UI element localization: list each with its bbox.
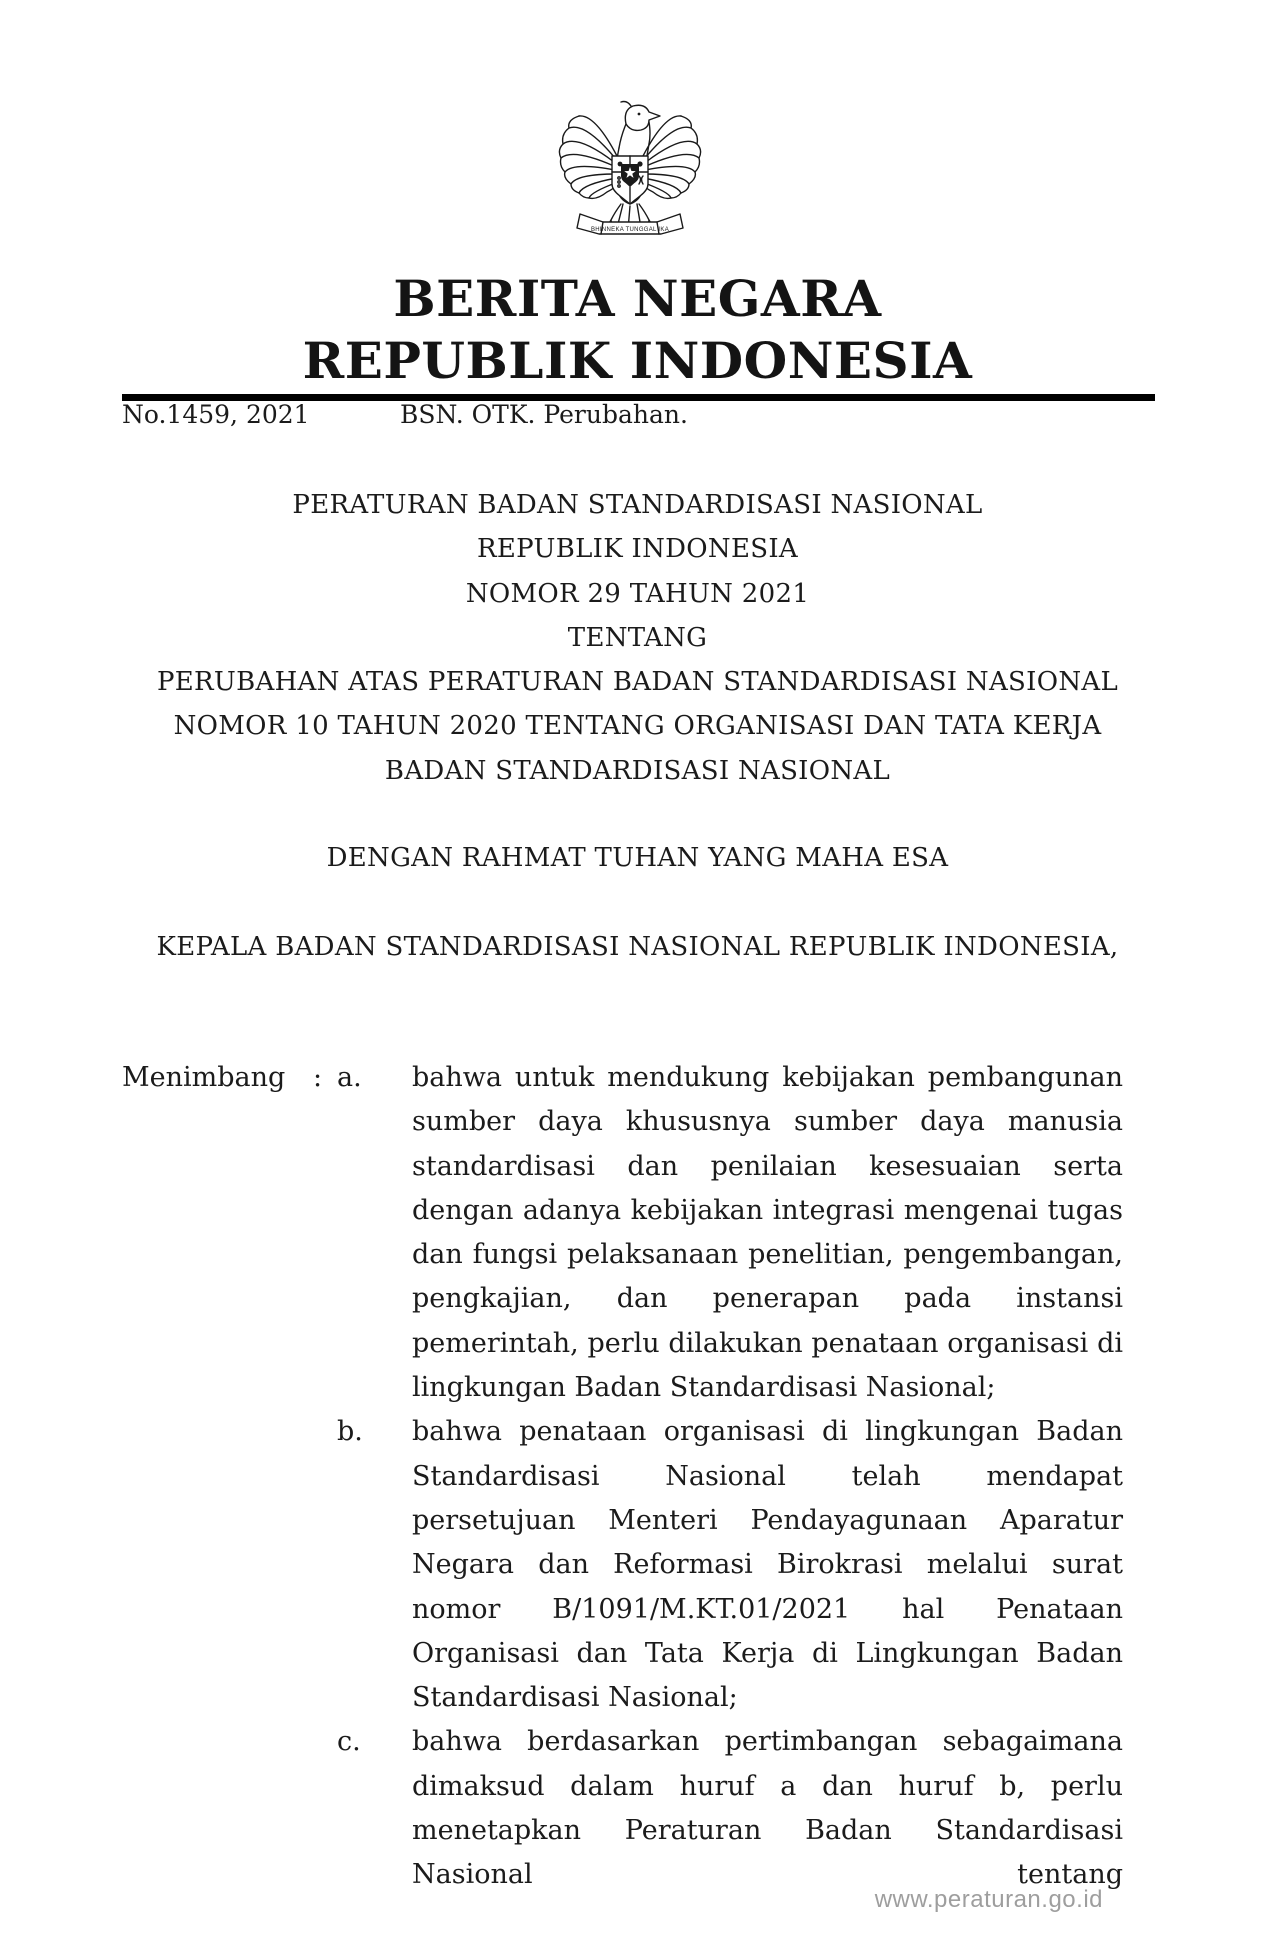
considerations-label: Menimbang bbox=[122, 1062, 286, 1093]
issue-meta-line bbox=[122, 400, 1155, 430]
masthead bbox=[0, 268, 1275, 392]
regulation-title-line: PERUBAHAN ATAS PERATURAN BADAN STANDARDISASI NASIONAL bbox=[156, 667, 1119, 698]
regulation-title-line: REPUBLIK INDONESIA bbox=[476, 534, 798, 565]
regulation-title-line: NOMOR 29 TAHUN 2021 bbox=[465, 578, 810, 609]
consideration-text-c: bahwa berdasarkan pertimbangan sebagaimana dimaksud dalam huruf a dan huruf b, perlu menetapkan Peraturan Badan Standardisasi Nasional tentang bbox=[412, 1726, 1123, 1891]
consideration-text-b: bahwa penataan organisasi di lingkungan Badan Standardisasi Nasional telah mendapat persetujuan Menteri Pendayagunaan Aparatur Negara dan Reformasi Birokrasi melalui surat nomor B/1091/M.KT.01/2021 hal Penataan Organisasi dan Tata Kerja di Lingkungan Badan Standardisasi Nasional; bbox=[412, 1416, 1123, 1714]
masthead-title-line2: REPUBLIK INDONESIA bbox=[302, 331, 973, 390]
official-line: KEPALA BADAN STANDARDISASI NASIONAL REPUBLIK INDONESIA, bbox=[156, 932, 1119, 962]
consideration-text-a: bahwa untuk mendukung kebijakan pembangunan sumber daya khususnya sumber daya manusia standardisasi dan penilaian kesesuaian serta dengan adanya kebijakan integrasi mengenai tugas dan fungsi pelaksanaan penelitian, pengembangan, pengkajian, dan penerapan pada instansi pemerintah, perlu dilakukan penataan organisasi di lingkungan Badan Standardisasi Nasional; bbox=[412, 1062, 1123, 1404]
regulation-title-block bbox=[0, 483, 1275, 793]
emblem-motto-text: BHINNEKA TUNGGAL IKA bbox=[590, 227, 670, 233]
regulation-title-line: NOMOR 10 TAHUN 2020 TENTANG ORGANISASI DAN TATA KERJA bbox=[173, 711, 1102, 742]
consideration-letter-a: a. bbox=[337, 1062, 362, 1093]
regulation-title-line: BADAN STANDARDISASI NASIONAL bbox=[384, 755, 891, 786]
considerations-colon: : bbox=[313, 1062, 323, 1093]
considerations-section bbox=[122, 1056, 1123, 1898]
consideration-letter-b: b. bbox=[337, 1416, 363, 1448]
wing-right bbox=[642, 116, 701, 198]
subject-classification: BSN. OTK. Perubahan. bbox=[400, 400, 688, 429]
consideration-letter-c: c. bbox=[337, 1726, 361, 1758]
wing-left bbox=[559, 116, 618, 198]
regulation-title-line: PERATURAN BADAN STANDARDISASI NASIONAL bbox=[292, 490, 983, 520]
invocation-line: DENGAN RAHMAT TUHAN YANG MAHA ESA bbox=[326, 843, 949, 873]
masthead-title-line1: BERITA NEGARA bbox=[393, 269, 882, 328]
regulation-title-line: TENTANG bbox=[567, 622, 708, 653]
motto-ribbon bbox=[577, 214, 683, 234]
issue-number: No.1459, 2021 bbox=[122, 400, 310, 429]
pancasila-shield bbox=[612, 156, 648, 204]
garuda-pancasila-emblem bbox=[557, 100, 703, 258]
footer-website: www.peraturan.go.id bbox=[874, 1886, 1103, 1913]
eagle-head bbox=[619, 102, 660, 149]
